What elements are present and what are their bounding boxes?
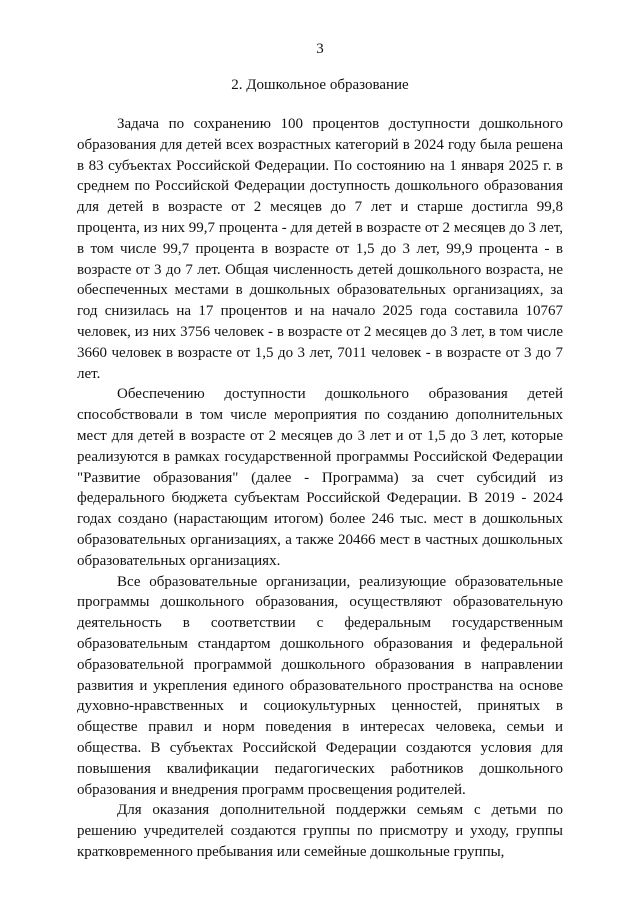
section-title: 2. Дошкольное образование [231,77,409,93]
paragraph-preschool-availability: Задача по сохранению 100 процентов доступности дошкольного образования для детей всех возрастных категорий в 2024 году была решена в 83 субъектах Российской Федерации. По состоянию на 1 января 2025 г. в среднем по Российской Федерации доступность дошкольного образования для детей в возрасте от 2 месяцев до 7 лет и старше достигла 99,8 процента, из них 99,7 процента - для детей в возрасте от 2 месяцев до 3 лет, в том числе 99,7 процента в возрасте от 1,5 до 3 лет, 99,9 процента - в возрасте от 3 до 7 лет. Общая численность детей дошкольного возраста, не обеспеченных местами в дошкольных образовательных организациях, за год снизилась на 17 процентов и на начало 2025 года составила 10767 человек, из них 3756 человек - в возрасте от 2 месяцев до 3 лет, в том числе 3660 человек в возрасте от 1,5 до 3 лет, 7011 человек - в возрасте от 3 до 7 лет. [77,116,563,382]
paragraph-additional-places: Обеспечению доступности дошкольного образования детей способствовали в том числе мероприятия по созданию дополнительных мест для детей в возрасте от 2 месяцев до 3 лет и от 1,5 до 3 лет, которые реализуются в рамках государственной программы Российской Федерации "Развитие образования" (далее - Программа) за счет субсидий из федерального бюджета субъектам Российской Федерации. В 2019 - 2024 годах создано (нарастающим итогом) более 246 тыс. мест в дошкольных образовательных организациях, а также 20466 мест в частных дошкольных образовательных организациях. [77,386,563,569]
paragraph-family-support: Для оказания дополнительной поддержки семьям с детьми по решению учредителей создаются группы по присмотру и уходу, группы кратковременного пребывания или семейные дошкольные группы, [77,802,563,860]
document-body [77,114,563,863]
paragraph-educational-standards: Все образовательные организации, реализующие образовательные программы дошкольного образования, осуществляют образовательную деятельность в соответствии с федеральным государственным образовательным стандартом дошкольного образования и федеральной образовательной программой дошкольного образования в направлении развития и укрепления единого образовательного пространства на основе духовно-нравственных и социокультурных ценностей, принятых в обществе правил и норм поведения в интересах человека, семьи и общества. В субъектах Российской Федерации создаются условия для повышения квалификации педагогических работников дошкольного образования и внедрения программ просвещения родителей. [77,573,563,798]
page-number: 3 [316,41,324,57]
